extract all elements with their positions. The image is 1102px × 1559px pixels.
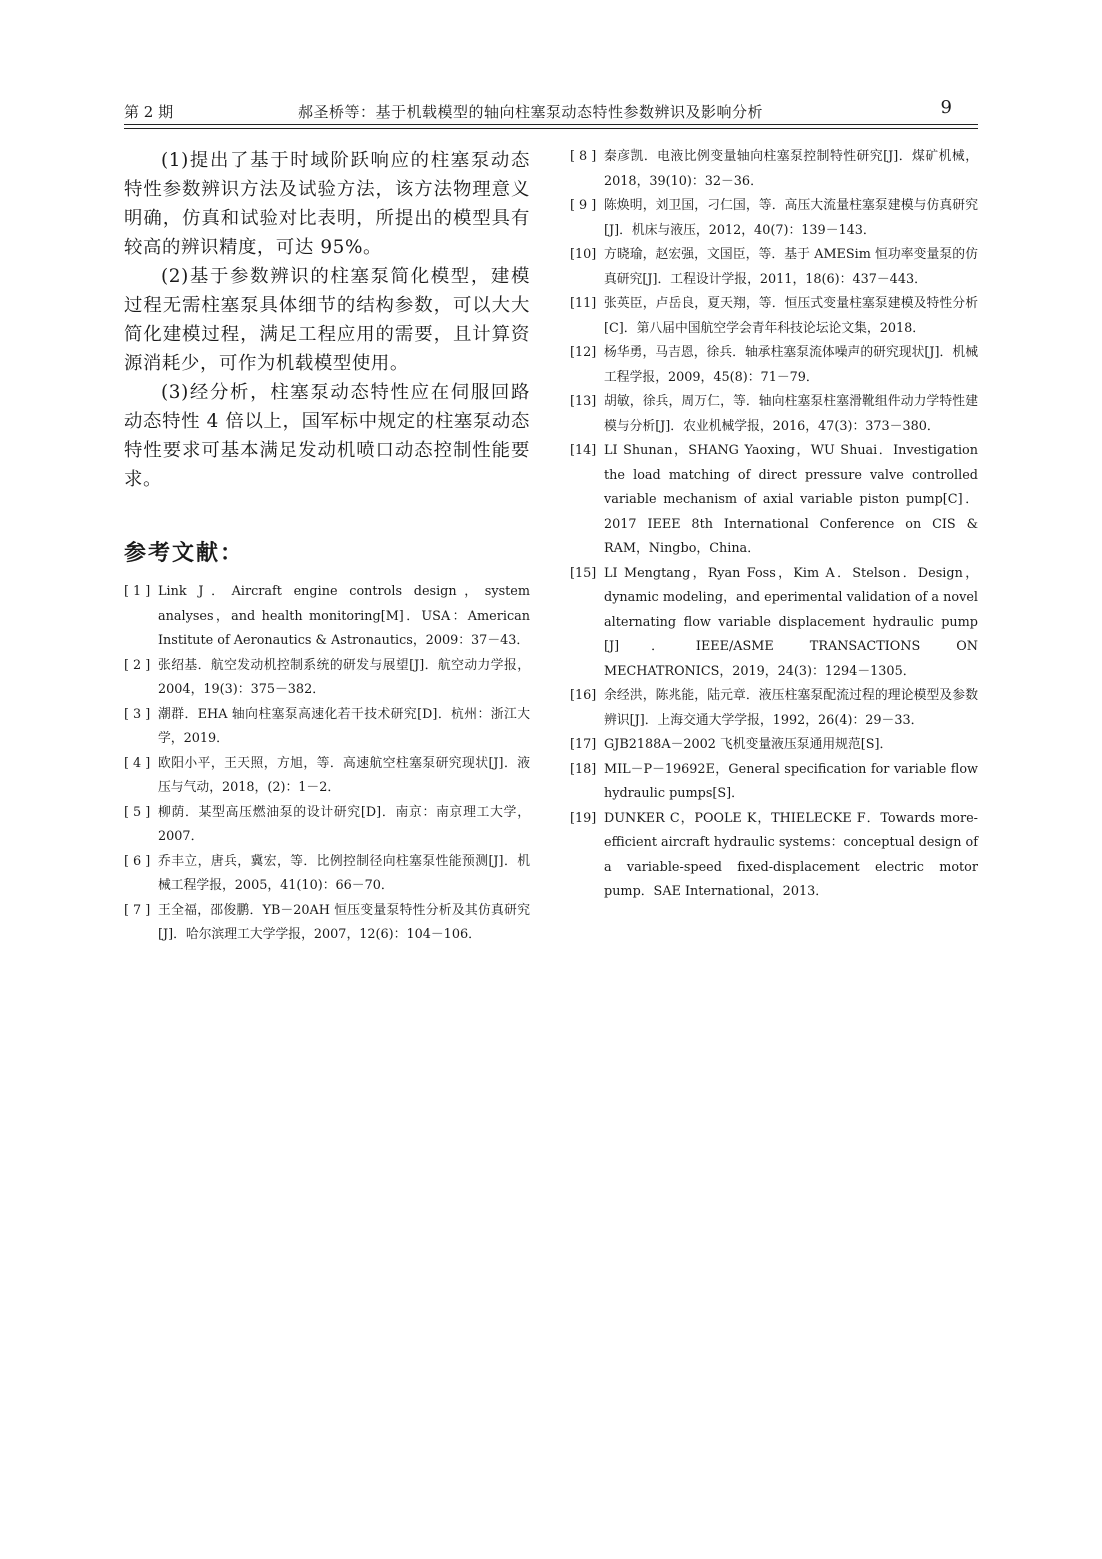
reference-text: 欧阳小平，王天照，方旭，等．高速航空柱塞泵研究现状[J]．液压与气动，2018，(2)：1－2．	[158, 755, 530, 795]
reference-text: 余经洪，陈兆能，陆元章．液压柱塞泵配流过程的理论模型及参数辨识[J]．上海交通大学学报，1992，26(4)：29－33．	[604, 688, 978, 728]
reference-text: 陈焕明，刘卫国，刁仁国，等．高压大流量柱塞泵建模与仿真研究[J]．机床与液压，2012，40(7)：139－143．	[604, 198, 978, 238]
reference-text: 张绍基．航空发动机控制系统的研发与展望[J]．航空动力学报，2004，19(3)：375－382．	[158, 657, 530, 697]
reference-number: [19]	[570, 810, 597, 826]
reference-number: [ 1 ]	[124, 584, 151, 599]
reference-text: Link J．Aircraft engine controls design，system analyses，and health monitoring[M]．USA：American Institute of Aeronautics & Astronautics，2009：37－43．	[158, 584, 530, 648]
reference-item	[570, 145, 978, 194]
reference-item	[570, 292, 978, 341]
reference-number: [17]	[570, 737, 597, 752]
conclusions-section	[124, 146, 530, 494]
reference-item	[570, 807, 978, 905]
reference-text: 方晓瑜，赵宏强，文国臣，等．基于 AMESim 恒功率变量泵的仿真研究[J]．工程设计学报，2011，18(6)：437－443．	[604, 247, 978, 287]
reference-number: [14]	[570, 443, 597, 458]
reference-item	[124, 899, 530, 948]
page-number: 9	[940, 97, 952, 118]
reference-number: [ 9 ]	[570, 198, 597, 213]
reference-item	[124, 580, 530, 654]
reference-number: [ 6 ]	[124, 853, 151, 869]
reference-item	[570, 684, 978, 733]
reference-item	[570, 439, 978, 562]
page-header	[124, 97, 978, 127]
reference-item	[570, 341, 978, 390]
reference-text: 胡敏，徐兵，周万仁，等．轴向柱塞泵柱塞滑靴组件动力学特性建模与分析[J]．农业机械学报，2016，47(3)：373－380．	[604, 394, 978, 434]
reference-item	[124, 654, 530, 703]
reference-number: [11]	[570, 296, 597, 311]
references-list-left	[124, 580, 530, 948]
header-rule-thin	[124, 128, 978, 129]
reference-item	[570, 733, 978, 758]
conclusion-paragraph: (1)提出了基于时域阶跃响应的柱塞泵动态特性参数辨识方法及试验方法，该方法物理意义明确，仿真和试验对比表明，所提出的模型具有较高的辨识精度，可达 95%。	[124, 150, 530, 258]
reference-item	[570, 562, 978, 685]
reference-item	[124, 703, 530, 752]
reference-number: [16]	[570, 688, 597, 703]
reference-item	[570, 390, 978, 439]
reference-item	[124, 752, 530, 801]
issue-label: 第 2 期	[124, 103, 174, 121]
reference-number: [18]	[570, 761, 597, 777]
reference-item	[570, 243, 978, 292]
reference-text: 乔丰立，唐兵，冀宏，等．比例控制径向柱塞泵性能预测[J]．机械工程学报，2005，41(10)：66－70．	[158, 853, 530, 893]
reference-number: [ 2 ]	[124, 657, 151, 673]
reference-text: 秦彦凯．电液比例变量轴向柱塞泵控制特性研究[J]．煤矿机械，2018，39(10)：32－36．	[604, 149, 978, 189]
reference-number: [ 3 ]	[124, 706, 151, 722]
reference-item	[124, 850, 530, 899]
reference-item	[570, 194, 978, 243]
reference-text: GJB2188A－2002 飞机变量液压泵通用规范[S]．	[604, 737, 893, 752]
reference-text: LI Mengtang，Ryan Foss，Kim A．Stelson．Design，dynamic modeling，and eperimental validation of a novel alternating flow variable displacement hydraulic pump [J]．IEEE/ASME TRANSACTIONS ON MECHATRONICS，2019，24(3)：1294－1305．	[604, 565, 978, 679]
reference-number: [10]	[570, 247, 597, 262]
reference-number: [15]	[570, 565, 597, 581]
reference-text: 柳荫．某型高压燃油泵的设计研究[D]．南京：南京理工大学，2007．	[158, 804, 530, 844]
reference-number: [ 7 ]	[124, 902, 151, 918]
reference-text: 潮群．EHA 轴向柱塞泵高速化若干技术研究[D]．杭州：浙江大学，2019．	[158, 706, 530, 746]
reference-number: [ 8 ]	[570, 149, 597, 164]
reference-number: [ 5 ]	[124, 804, 151, 820]
reference-text: MIL－P－19692E，General specification for variable flow hydraulic pumps[S]．	[604, 761, 978, 801]
reference-text: DUNKER C，POOLE K，THIELECKE F．Towards more-efficient aircraft hydraulic systems：conceptual design of a variable-speed fixed-displacement electric motor pump．SAE International，2013．	[604, 810, 978, 899]
reference-number: [13]	[570, 394, 597, 409]
reference-number: [ 4 ]	[124, 755, 151, 771]
reference-text: 张英臣，卢岳良，夏天翔，等．恒压式变量柱塞泵建模及特性分析[C]．第八届中国航空学会青年科技论坛论文集，2018．	[604, 296, 978, 336]
references-list-right	[570, 145, 978, 905]
conclusion-paragraph: (3)经分析，柱塞泵动态特性应在伺服回路动态特性 4 倍以上，国军标中规定的柱塞泵动态特性要求可基本满足发动机喷口动态控制性能要求。	[124, 382, 530, 490]
conclusion-paragraph: (2)基于参数辨识的柱塞泵简化模型，建模过程无需柱塞泵具体细节的结构参数，可以大大简化建模过程，满足工程应用的需要，且计算资源消耗少，可作为机载模型使用。	[124, 266, 530, 374]
reference-item	[570, 758, 978, 807]
reference-number: [12]	[570, 345, 597, 360]
references-heading: 参考文献：	[124, 541, 245, 566]
reference-text: 王全福，邵俊鹏．YB－20AH 恒压变量泵特性分析及其仿真研究[J]．哈尔滨理工大学学报，2007，12(6)：104－106．	[158, 902, 530, 942]
reference-item	[124, 801, 530, 850]
reference-text: LI Shunan，SHANG Yaoxing，WU Shuai．Investigation the load matching of direct pressure valve controlled variable mechanism of axial variable piston pump[C]．2017 IEEE 8th International Conference on CIS & RAM，Ningbo，China．	[604, 443, 978, 556]
header-rule-thick	[124, 124, 978, 125]
reference-text: 杨华勇，马吉恩，徐兵．轴承柱塞泵流体噪声的研究现状[J]．机械工程学报，2009，45(8)：71－79．	[604, 345, 978, 385]
running-title: 郝圣桥等：基于机载模型的轴向柱塞泵动态特性参数辨识及影响分析	[298, 103, 764, 121]
